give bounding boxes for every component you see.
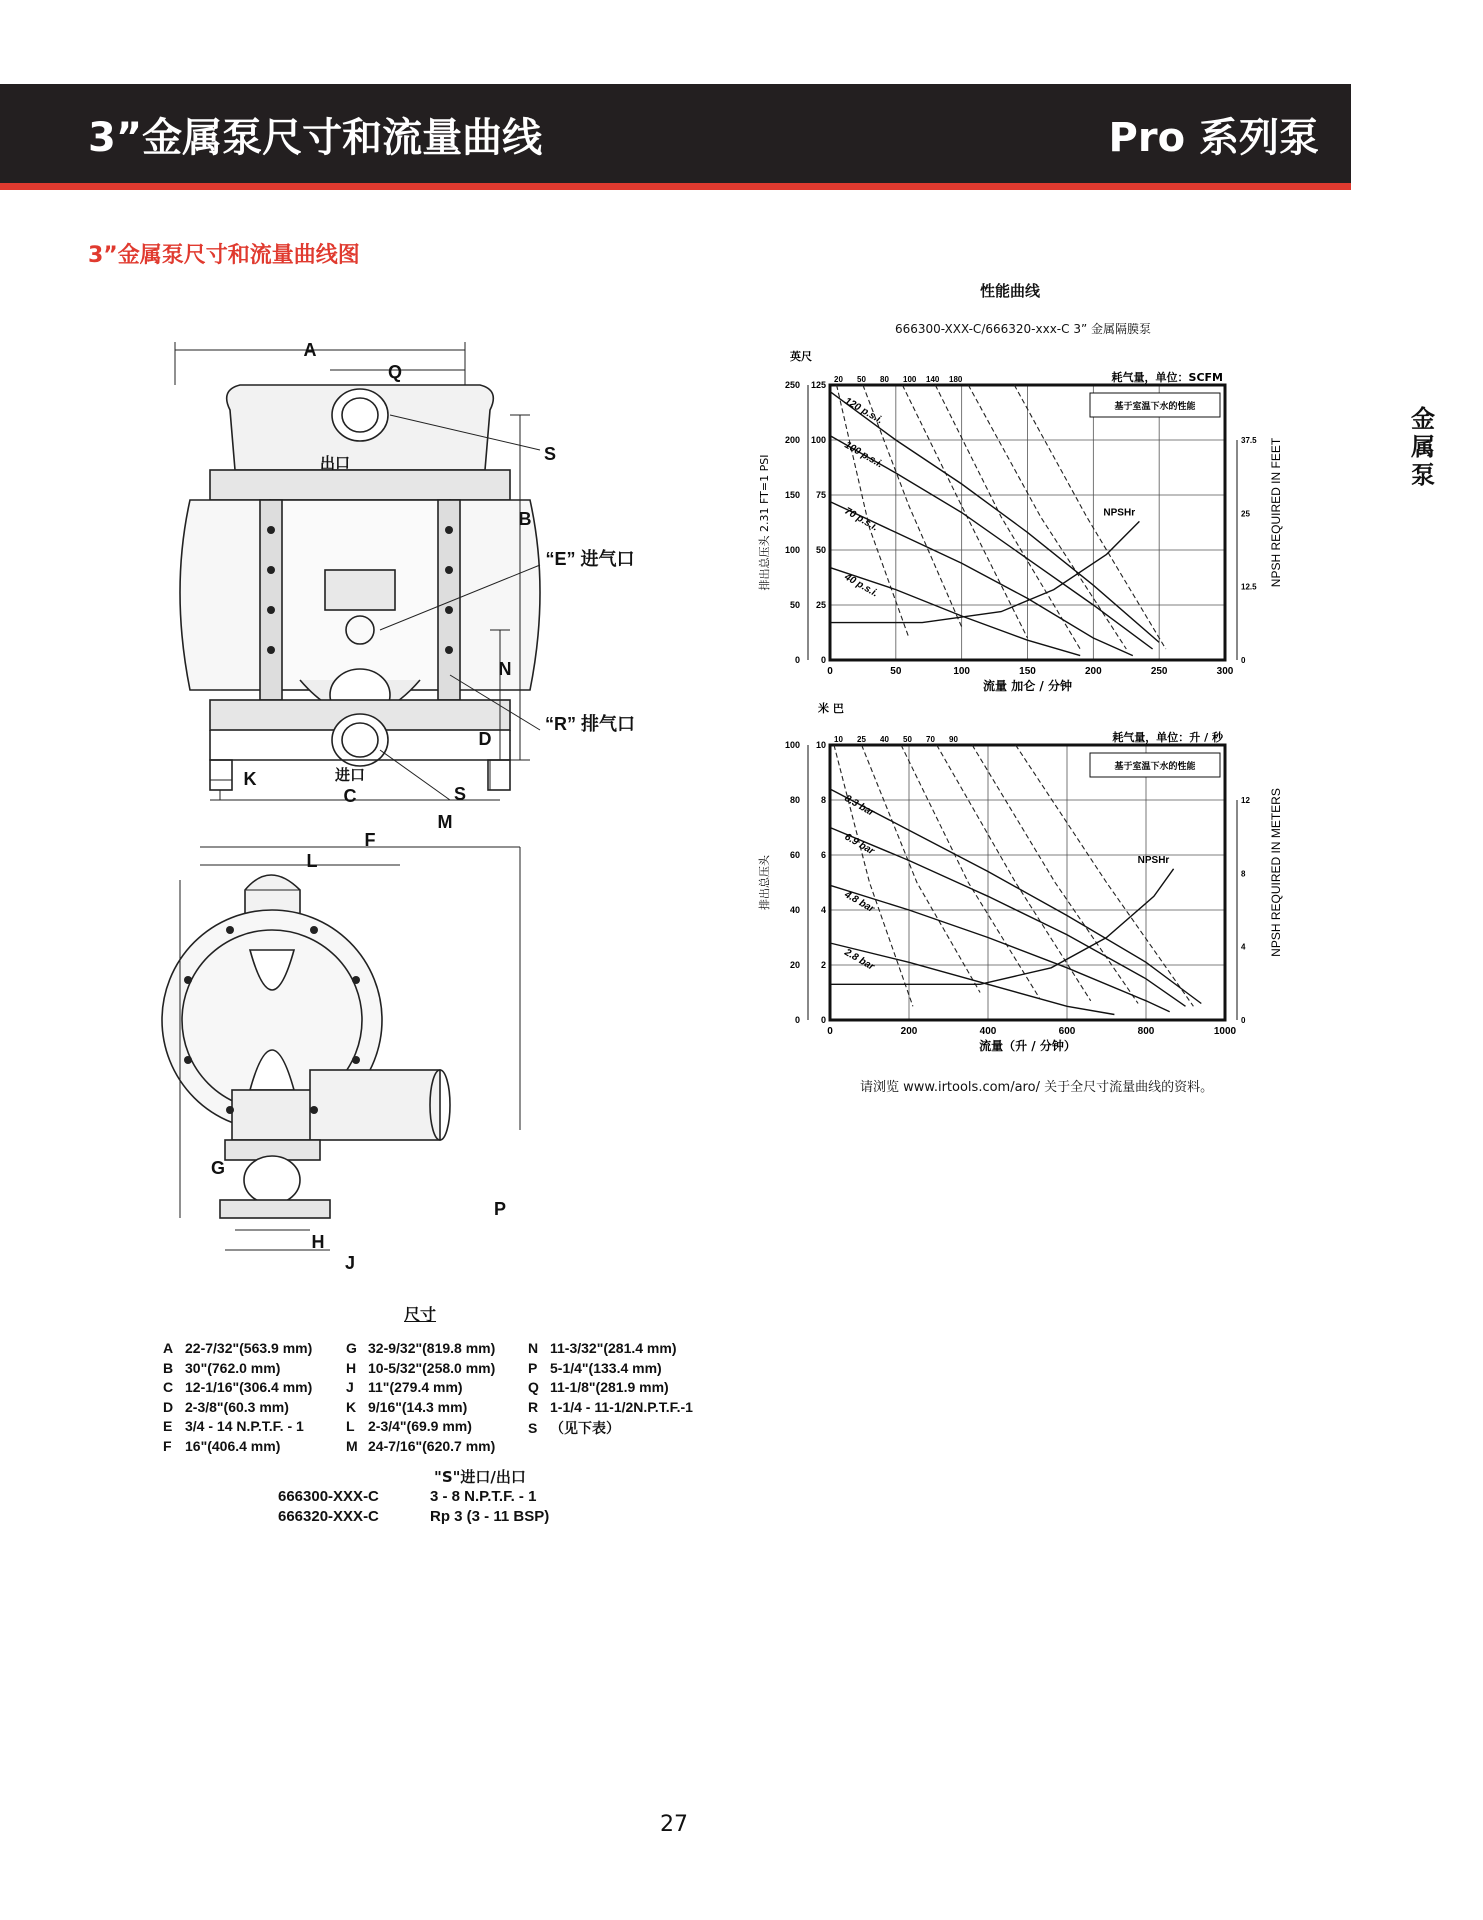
y-tick-label: 200 <box>784 435 800 445</box>
dimensions-column <box>163 1340 312 1457</box>
air-consumption-label: 耗气量，单位：SCFM <box>1111 371 1223 384</box>
dim-letter: D <box>478 729 492 749</box>
chart-subtitle: 666300-XXX-C/666320-xxx-C 3” 金属隔膜泵 <box>895 322 1151 336</box>
npsh-tick-label: 8 <box>1241 869 1246 879</box>
dim-letter: Q <box>387 362 403 382</box>
unit-label: 米 巴 <box>818 702 844 715</box>
x-tick-label: 600 <box>1058 1026 1076 1037</box>
y-tick-label: 250 <box>784 380 800 390</box>
pressure-curve <box>830 885 1170 1012</box>
dim-row: R 1-1/4 - 11-1/2N.P.T.F.-1 <box>528 1398 693 1415</box>
dim-row: N 11-3/32"(281.4 mm) <box>528 1340 677 1356</box>
dim-letter: F <box>364 830 376 850</box>
x-tick-label: 50 <box>890 666 902 677</box>
npsh-tick-label: 0 <box>1241 656 1246 665</box>
side-tab: 金属泵 <box>1411 405 1435 489</box>
dim-row: L 2-3/4"(69.9 mm) <box>346 1418 472 1434</box>
dim-letter: C <box>343 786 357 806</box>
dim-row: C 12-1/16"(306.4 mm) <box>163 1379 313 1395</box>
y-tick-label: 100 <box>784 740 800 750</box>
x-tick-label: 250 <box>1150 666 1168 677</box>
s-table-header: "S"进口/出口 <box>434 1468 526 1486</box>
air-tick-label: 80 <box>880 375 889 384</box>
unit-label: 英尺 <box>790 350 812 363</box>
dim-row: F 16"(406.4 mm) <box>163 1437 281 1454</box>
pressure-curve-label: 120 p.s.i. <box>842 395 885 427</box>
y-tick-label: 6 <box>820 850 826 860</box>
x-tick-label: 800 <box>1137 1026 1155 1037</box>
npsh-tick-label: 4 <box>1241 942 1246 952</box>
dim-row: P 5-1/4"(133.4 mm) <box>528 1359 662 1376</box>
npsh-label: NPSHr <box>1137 854 1170 866</box>
dim-row: J 11"(279.4 mm) <box>346 1379 463 1395</box>
x-tick-label: 150 <box>1019 666 1036 677</box>
dim-letter: “E” 进气口 <box>545 549 635 569</box>
chart-title: 性能曲线 <box>980 282 1041 300</box>
page-title: 3”金属泵尺寸和流量曲线 <box>88 115 543 161</box>
y-axis-label: 排出总压头 2.31 FT=1 PSI <box>758 454 771 591</box>
dim-letter: B <box>518 509 532 529</box>
x-axis-label: 流量（升 / 分钟） <box>979 1039 1076 1053</box>
s-table-model: 666320-XXX-C <box>278 1508 379 1525</box>
pressure-curve-label: 40 p.s.i. <box>842 571 880 600</box>
series-title: Pro 系列泵 <box>1108 115 1319 161</box>
y-tick-label: 125 <box>810 380 826 390</box>
header-banner <box>0 84 1351 190</box>
section-title: 3”金属泵尺寸和流量曲线图 <box>88 243 360 268</box>
dim-letter: N <box>498 659 512 679</box>
dim-row: B 30"(762.0 mm) <box>163 1359 281 1376</box>
dim-letter: H <box>311 1232 325 1252</box>
pressure-curve-label: 4.8 bar <box>842 889 876 915</box>
pressure-curve-label: 6.9 bar <box>842 831 876 858</box>
y-tick-label: 10 <box>815 740 826 750</box>
npsh-curve <box>830 869 1174 985</box>
y-tick-label: 100 <box>784 545 800 555</box>
air-tick-label: 70 <box>926 735 935 744</box>
x-tick-label: 0 <box>827 1026 833 1037</box>
dim-row: Q 11-1/8"(281.9 mm) <box>528 1379 669 1395</box>
x-tick-label: 0 <box>827 666 833 677</box>
y-tick-label: 0 <box>820 1015 826 1025</box>
note-text: 基于室温下水的性能 <box>1114 762 1196 772</box>
air-curve <box>901 745 1039 998</box>
dimensions-title: 尺寸 <box>404 1305 437 1324</box>
air-tick-label: 180 <box>949 375 963 384</box>
dim-row: M 24-7/16"(620.7 mm) <box>346 1437 496 1454</box>
air-tick-label: 20 <box>834 375 843 384</box>
npsh-tick-label: 25 <box>1241 509 1250 519</box>
air-tick-label: 90 <box>949 735 958 744</box>
y-tick-label: 75 <box>815 490 826 500</box>
dim-letter: P <box>493 1199 507 1219</box>
pressure-curve <box>830 828 1186 1007</box>
pressure-curve-label: 8.3 bar <box>842 793 876 819</box>
right-axis-label: NPSH REQUIRED IN METERS <box>1269 788 1283 957</box>
dim-row: A 22-7/32"(563.9 mm) <box>163 1340 313 1356</box>
y-tick-label: 100 <box>810 435 826 445</box>
air-tick-label: 10 <box>834 735 843 744</box>
dimensions-column <box>346 1340 495 1457</box>
x-axis-label: 流量 加仑 / 分钟 <box>983 679 1072 693</box>
performance-chart-imperial <box>740 340 1300 700</box>
y-tick-label: 80 <box>789 795 800 805</box>
air-tick-label: 25 <box>857 735 866 744</box>
footnote: 请浏览 www.irtools.com/aro/ 关于全尺寸流量曲线的资料。 <box>860 1080 1214 1095</box>
y-tick-label: 40 <box>789 905 800 915</box>
s-table-thread: 3 - 8 N.P.T.F. - 1 <box>430 1488 537 1505</box>
outlet-label: 出口 <box>319 454 351 472</box>
npsh-tick-label: 0 <box>1241 1016 1246 1025</box>
y-tick-label: 4 <box>820 905 826 915</box>
npsh-tick-label: 12 <box>1241 796 1250 805</box>
s-table-thread: Rp 3 (3 - 11 BSP) <box>430 1508 550 1525</box>
y-tick-label: 60 <box>789 850 800 860</box>
y-axis-label: 排出总压头 <box>758 855 771 910</box>
y-tick-label: 25 <box>815 600 826 610</box>
air-tick-label: 140 <box>926 375 940 384</box>
s-table-model: 666300-XXX-C <box>278 1488 379 1505</box>
y-tick-label: 0 <box>794 1015 800 1025</box>
air-curve <box>937 745 1091 1001</box>
pressure-curve-label: 100 p.s.i. <box>842 439 885 471</box>
dim-row: G 32-9/32"(819.8 mm) <box>346 1340 496 1356</box>
x-tick-label: 200 <box>900 1026 918 1037</box>
npsh-label: NPSHr <box>1103 507 1136 519</box>
right-axis-label: NPSH REQUIRED IN FEET <box>1269 437 1283 588</box>
dim-row: S （见下表） <box>528 1420 620 1436</box>
performance-chart-metric <box>740 700 1300 1065</box>
dim-letter: J <box>344 1253 356 1273</box>
dim-row: D 2-3/8"(60.3 mm) <box>163 1398 289 1415</box>
dim-letter: G <box>210 1158 226 1178</box>
note-text: 基于室温下水的性能 <box>1114 402 1196 412</box>
dim-row: H 10-5/32"(258.0 mm) <box>346 1359 496 1376</box>
dim-letter: K <box>243 769 257 789</box>
air-consumption-label: 耗气量，单位：升 / 秒 <box>1112 731 1223 744</box>
air-curve <box>1014 385 1166 649</box>
air-tick-label: 40 <box>880 735 889 744</box>
x-tick-label: 1000 <box>1213 1026 1237 1037</box>
dim-letter: S <box>543 444 557 464</box>
inlet-label: 进口 <box>334 766 366 784</box>
npsh-tick-label: 37.5 <box>1241 436 1257 445</box>
page-number: 27 <box>660 1812 688 1837</box>
x-tick-label: 300 <box>1216 666 1234 677</box>
dim-row: K 9/16"(14.3 mm) <box>346 1398 468 1415</box>
y-tick-label: 0 <box>820 655 826 665</box>
y-tick-label: 8 <box>820 795 826 805</box>
dim-letter: M <box>437 812 453 832</box>
y-tick-label: 50 <box>815 545 826 555</box>
npsh-tick-label: 12.5 <box>1241 582 1257 592</box>
pressure-curve-label: 2.8 bar <box>842 947 876 973</box>
x-tick-label: 100 <box>953 666 971 677</box>
y-tick-label: 2 <box>820 960 826 970</box>
dim-letter: S <box>453 784 467 804</box>
x-tick-label: 400 <box>979 1026 997 1037</box>
air-tick-label: 50 <box>903 735 912 744</box>
air-tick-label: 100 <box>903 375 917 384</box>
y-tick-label: 20 <box>789 960 800 970</box>
air-tick-label: 50 <box>857 375 866 384</box>
x-tick-label: 200 <box>1084 666 1102 677</box>
pump-drawing <box>150 330 710 1300</box>
dim-letter: A <box>303 340 317 360</box>
y-tick-label: 50 <box>789 600 800 610</box>
y-tick-label: 0 <box>794 655 800 665</box>
dim-letter: L <box>306 851 318 871</box>
dim-row: E 3/4 - 14 N.P.T.F. - 1 <box>163 1418 304 1434</box>
air-curve <box>1016 745 1194 1006</box>
y-tick-label: 150 <box>784 490 800 500</box>
dim-letter: “R” 排气口 <box>545 714 635 734</box>
pressure-curve-label: 70 p.s.i. <box>842 505 880 534</box>
dimensions-column <box>528 1340 693 1438</box>
